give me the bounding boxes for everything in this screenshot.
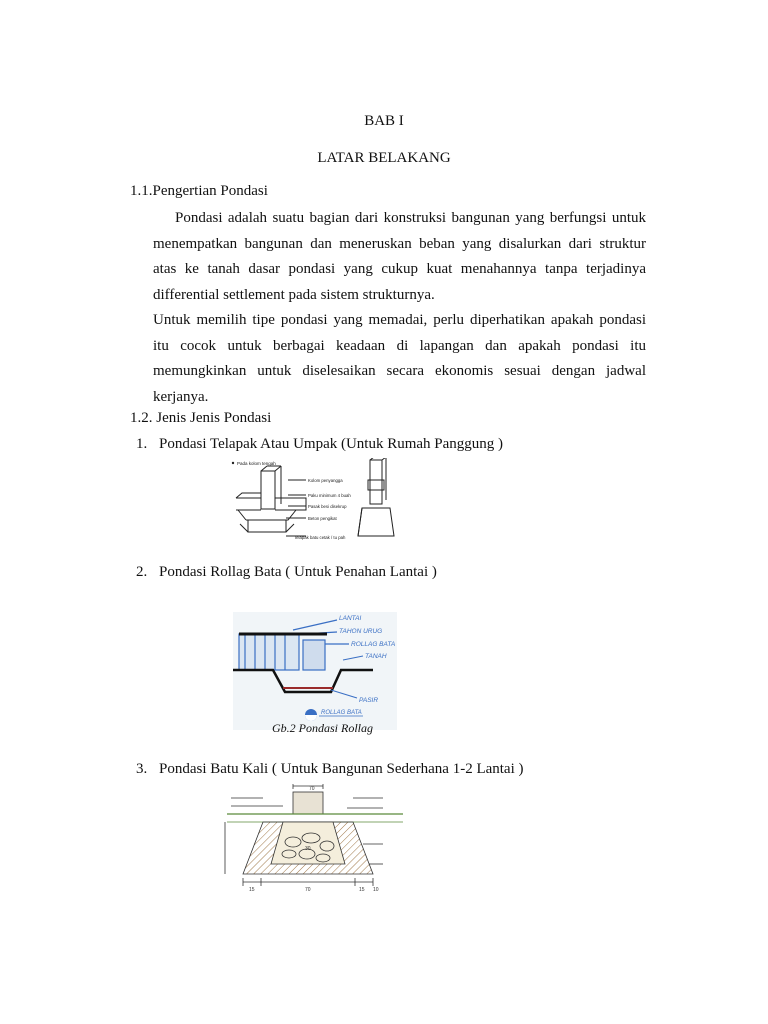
- figure-pondasi-rollag: [233, 612, 397, 732]
- sloof-shape: [293, 792, 323, 814]
- figure-label: Telapak batu cetak / tu pah: [294, 535, 346, 540]
- chapter-number: BAB I: [364, 113, 404, 129]
- rollag-brick: [303, 640, 325, 670]
- figure-label: PASIR: [359, 697, 379, 704]
- figure-label: Kolom penyangga: [308, 478, 343, 483]
- paragraph-line: Pondasi adalah suatu bagian dari konstruksi bangunan yang berfungsi untuk: [175, 210, 646, 226]
- list-item-number: 1.: [136, 436, 148, 452]
- dimension-label: 15: [359, 887, 365, 893]
- dimension-label: 10: [373, 887, 379, 893]
- list-item-text: Pondasi Telapak Atau Umpak (Untuk Rumah Panggung ): [159, 436, 504, 452]
- figure-label: ROLLAG BATA: [351, 641, 396, 648]
- dimension-label: 30: [305, 846, 311, 852]
- list-item-number: 2.: [136, 564, 148, 580]
- paragraph-selection: [153, 308, 646, 410]
- paragraph-line: menempatkan bangunan dan meneruskan beban yang disalurkan dari struktur: [153, 235, 646, 252]
- figure-label: Pada kolom tengah: [237, 461, 276, 466]
- figure-label: TANAH: [365, 653, 387, 660]
- paragraph-line: differential settlement pada sistem strukturnya.: [153, 286, 435, 303]
- figure-stamp: ROLLAG BATA: [321, 710, 362, 716]
- figure-label: TAHON URUG: [339, 628, 383, 635]
- section-heading-1-2: 1.2. Jenis Jenis Pondasi: [130, 410, 272, 426]
- figure-pondasi-umpak: [228, 458, 408, 546]
- dimension-label: 70: [309, 786, 315, 792]
- section-heading-1-1: 1.1.Pengertian Pondasi: [130, 183, 268, 199]
- chapter-title: LATAR BELAKANG: [317, 150, 451, 166]
- figure-pondasi-batu-kali: [223, 784, 419, 894]
- paragraph-line: atas ke tanah dasar pondasi yang cukup kuat menahannya tanpa terjadinya: [153, 261, 646, 277]
- list-item-text: Pondasi Batu Kali ( Untuk Bangunan Sederhana 1-2 Lantai ): [159, 761, 524, 777]
- list-item-text: Pondasi Rollag Bata ( Untuk Penahan Lantai ): [159, 564, 437, 580]
- paragraph-line: memungkinkan untuk diselesaikan secara ekonomis sesuai dengan jadwal: [153, 363, 646, 379]
- column-shape: [261, 471, 275, 509]
- figure-label: Pasak besi disekrup: [308, 504, 347, 509]
- paragraph-line: Untuk memilih tipe pondasi yang memadai, perlu diperhatikan apakah pondasi: [153, 312, 646, 328]
- paragraph-line: itu cocok untuk berbagai keadaan di lapangan dan apakah pondasi itu: [153, 337, 646, 354]
- figure-label: Beton pengikat: [308, 516, 337, 521]
- paragraph-definition: [153, 206, 646, 308]
- bullet-dot: [232, 462, 234, 464]
- figure-label: Paku minimum 4 buah: [308, 493, 351, 498]
- paragraph-line: kerjanya.: [153, 388, 209, 405]
- figure-caption: Gb.2 Pondasi Rollag: [272, 721, 373, 735]
- dimension-label: 70: [305, 887, 311, 893]
- dimension-label: 15: [249, 887, 255, 893]
- figure-label: LANTAI: [339, 615, 362, 622]
- list-item-number: 3.: [136, 761, 148, 777]
